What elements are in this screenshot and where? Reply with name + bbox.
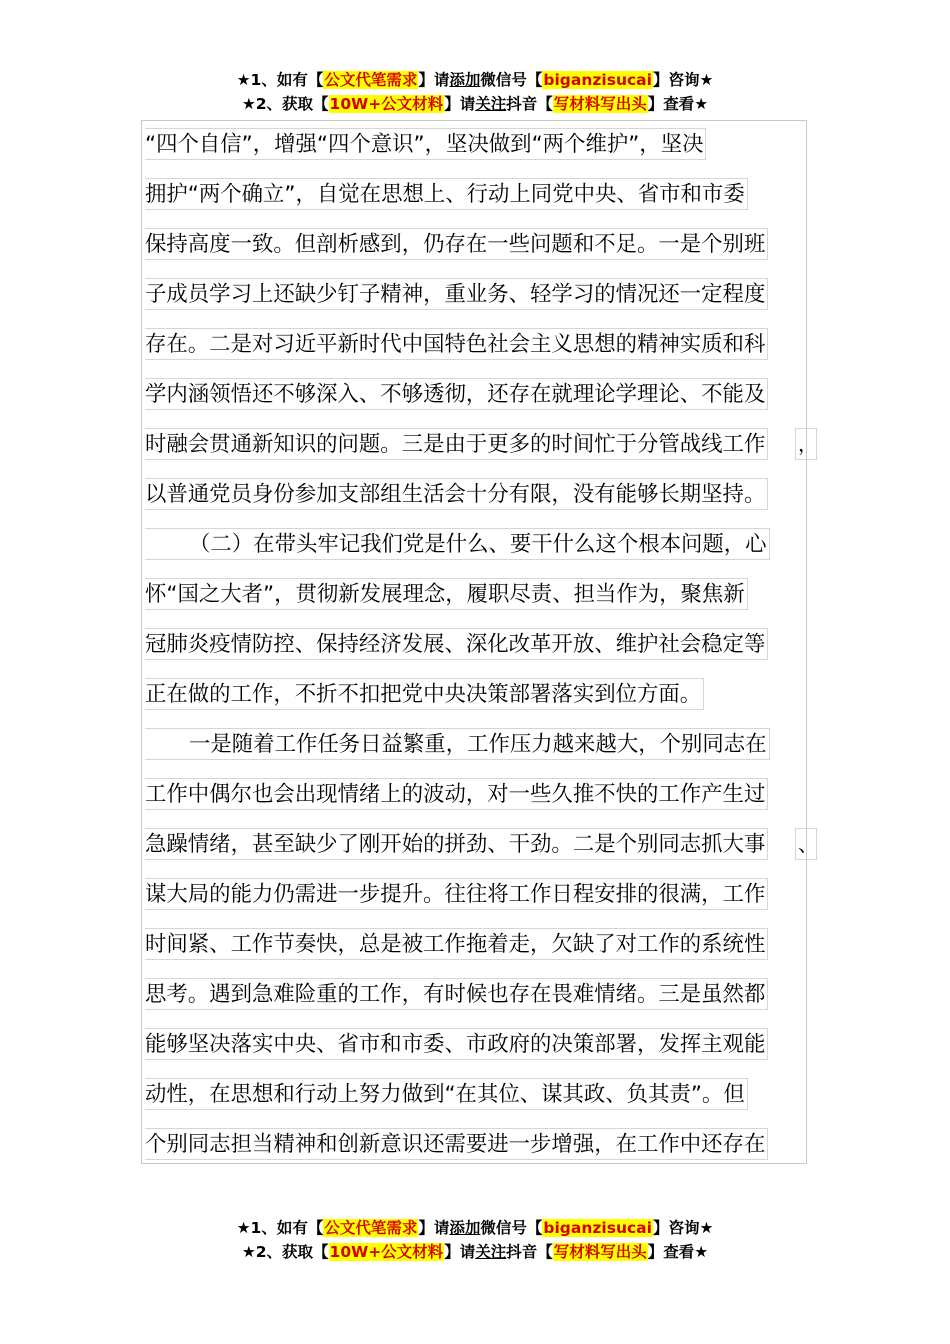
text-line: 存在。二是对习近平新时代中国特色社会主义思想的精神实质和科 <box>145 328 768 360</box>
highlight-materials: 10W+公文材料 <box>329 1243 444 1261</box>
text-line: “四个自信”，增强“四个意识”，坚决做到“两个维护”，坚决 <box>145 128 706 160</box>
highlight-wechat-id: biganzisucai <box>543 71 652 89</box>
text-line: 动性，在思想和行动上努力做到“在其位、谋其政、负其责”。但 <box>145 1078 748 1110</box>
highlight-service: 公文代笔需求 <box>324 1219 418 1237</box>
footer-banner <box>0 1216 950 1264</box>
text-line: 保持高度一致。但剖析感到，仍存在一些问题和不足。一是个别班 <box>145 228 768 260</box>
header-banner-line-2: ★2、获取【10W+公文材料】请关注抖音【写材料写出头】查看★ <box>241 95 709 113</box>
text-line: 拥护“两个确立”，自觉在思想上、行动上同党中央、省市和市委 <box>145 178 748 210</box>
text-line: 以普通党员身份参加支部组生活会十分有限，没有能够长期坚持。 <box>145 478 768 510</box>
text-line: 时间紧、工作节奏快，总是被工作拖着走，欠缺了对工作的系统性 <box>145 928 768 960</box>
text-line: 谋大局的能力仍需进一步提升。往往将工作日程安排的很满，工作 <box>145 878 768 910</box>
text-line: 正在做的工作，不折不扣把党中央决策部署落实到位方面。 <box>145 678 704 710</box>
overflow-punctuation: ， <box>795 428 817 460</box>
text-line: 个别同志担当精神和创新意识还需要进一步增强，在工作中还存在 <box>145 1128 768 1160</box>
text-line: 冠肺炎疫情防控、保持经济发展、深化改革开放、维护社会稳定等 <box>145 628 768 660</box>
text-line: 子成员学习上还缺少钉子精神，重业务、轻学习的情况还一定程度 <box>145 278 768 310</box>
text-line: 工作中偶尔也会出现情绪上的波动，对一些久推不快的工作产生过 <box>145 778 768 810</box>
header-banner <box>0 68 950 116</box>
highlight-wechat-id: biganzisucai <box>543 1219 652 1237</box>
text-line: 思考。遇到急难险重的工作，有时候也存在畏难情绪。三是虽然都 <box>145 978 768 1010</box>
highlight-service: 公文代笔需求 <box>324 71 418 89</box>
text-line: 急躁情绪，甚至缺少了刚开始的拼劲、干劲。二是个别同志抓大事 <box>145 828 768 860</box>
highlight-douyin: 写材料写出头 <box>553 95 647 113</box>
footer-banner-line-1: ★1、如有【公文代笔需求】请添加微信号【biganzisucai】咨询★ <box>236 1219 714 1237</box>
highlight-materials: 10W+公文材料 <box>329 95 444 113</box>
text-line: 学内涵领悟还不够深入、不够透彻，还存在就理论学理论、不能及 <box>145 378 768 410</box>
highlight-douyin: 写材料写出头 <box>553 1243 647 1261</box>
text-line: （二）在带头牢记我们党是什么、要干什么这个根本问题，心 <box>145 528 770 560</box>
text-line: 能够坚决落实中央、省市和市委、市政府的决策部署，发挥主观能 <box>145 1028 768 1060</box>
text-line: 一是随着工作任务日益繁重，工作压力越来越大，个别同志在 <box>145 728 770 760</box>
text-line: 怀“国之大者”，贯彻新发展理念，履职尽责、担当作为，聚焦新 <box>145 578 748 610</box>
overflow-punctuation: 、 <box>795 828 817 860</box>
header-banner-line-1: ★1、如有【公文代笔需求】请添加微信号【biganzisucai】咨询★ <box>236 71 714 89</box>
footer-banner-line-2: ★2、获取【10W+公文材料】请关注抖音【写材料写出头】查看★ <box>241 1243 709 1261</box>
text-line: 时融会贯通新知识的问题。三是由于更多的时间忙于分管战线工作 <box>145 428 768 460</box>
